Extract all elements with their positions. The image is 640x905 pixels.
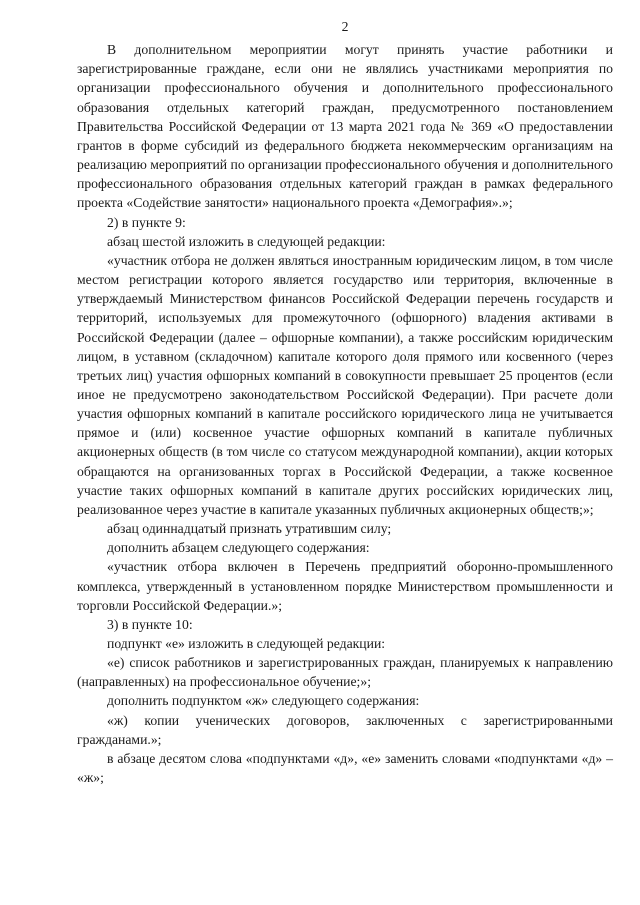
paragraph: «ж) копии ученических договоров, заключенных с зарегистрированными гражданами.»; bbox=[77, 712, 613, 747]
paragraph: 3) в пункте 10: bbox=[107, 616, 193, 632]
paragraph: дополнить абзацем следующего содержания: bbox=[107, 540, 370, 556]
page-number: 2 bbox=[341, 19, 349, 34]
paragraph: абзац одиннадцатый признать утратившим силу; bbox=[107, 521, 392, 537]
paragraph: В дополнительном мероприятии могут принять участие работники и зарегистрированные граждане, если они не являлись участниками мероприятия по организации профессионального обучения и дополнительного профессионального образования отдельных категорий граждан, предусмотренного постановлением Правительства Российской Федерации от 13 марта 2021 года № 369 «О предоставлении грантов в форме субсидий из федерального бюджета некоммерческим организациям на реализацию мероприятий по организации профессионального обучения и дополнительного профессионального образования отдельных категорий граждан в рамках федерального проекта «Содействие занятости» национального проекта «Демография».»; bbox=[77, 42, 613, 211]
paragraph: «е) список работников и зарегистрированных граждан, планируемых к направлению (направленных) на профессиональное обучение;»; bbox=[77, 655, 613, 690]
paragraph: дополнить подпунктом «ж» следующего содержания: bbox=[107, 693, 420, 709]
paragraph: «участник отбора не должен являться иностранным юридическим лицом, в том числе местом регистрации которого является государство или территория, включенные в утверждаемый Министерством финансов Российской Федерации перечень государств и территорий, используемых для промежуточного (офшорного) владения активами в Российской Федерации (далее – офшорные компании), а также российским юридическим лицом, в уставном (складочном) капитале которого доля прямого или косвенного (через третьих лиц) участия офшорных компаний в совокупности превышает 25 процентов (если иное не предусмотрено законодательством Российской Федерации). При расчете доли участия офшорных компаний в капитале российского юридического лица не учитывается прямое и (или) косвенное участие офшорных компаний в капитале публичных акционерных обществ (в том числе со статусом международной компании), акции которых обращаются на организованных торгах в Российской Федерации, а также косвенное участие таких офшорных компаний в капитале других российских юридических лиц, реализованное через участие в капитале указанных публичных акционерных обществ;»; bbox=[77, 252, 613, 517]
paragraph: 2) в пункте 9: bbox=[107, 214, 186, 230]
paragraph: в абзаце десятом слова «подпунктами «д», «е» заменить словами «подпунктами «д» – «ж»; bbox=[77, 750, 613, 786]
paragraph: абзац шестой изложить в следующей редакции: bbox=[107, 233, 386, 249]
paragraph: «участник отбора включен в Перечень предприятий оборонно-промышленного комплекса, утвержденный в установленном порядке Министерством промышленности и торговли Российской Федерации.»; bbox=[77, 559, 613, 613]
paragraph: подпункт «е» изложить в следующей редакции: bbox=[107, 636, 386, 651]
